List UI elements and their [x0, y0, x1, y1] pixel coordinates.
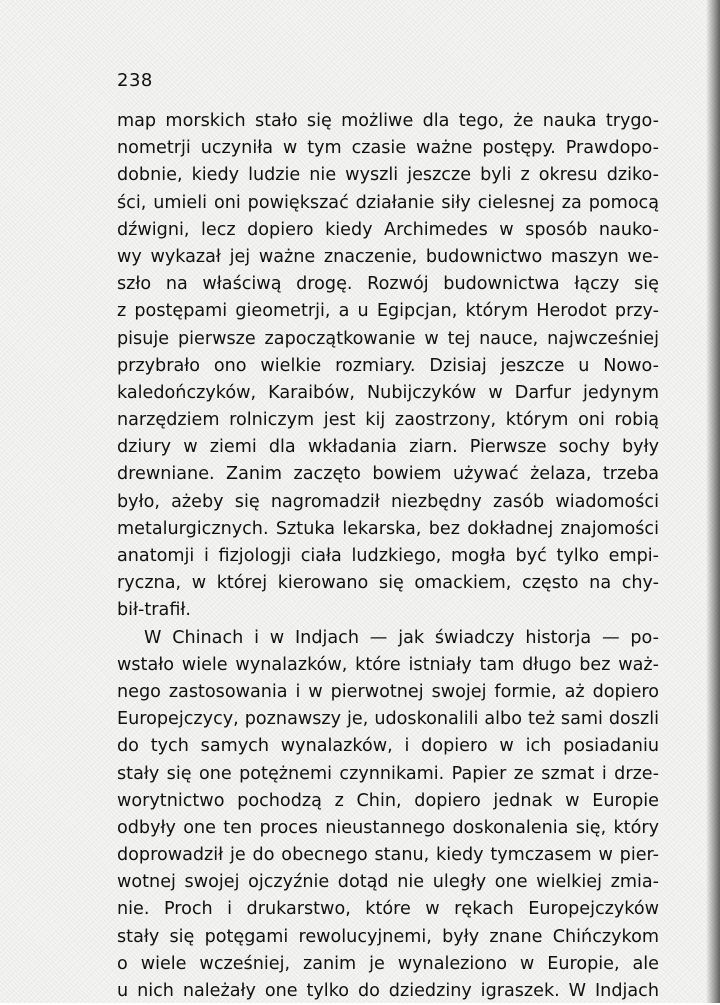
text-line: odbyły one ten proces nieustannego doskonalenia się, który	[117, 817, 659, 838]
text-line: wotnej swojej ojczyźnie dotąd nie uległy one wielkiej zmia-	[117, 872, 659, 893]
text-line: o wiele wcześniej, zanim je wynaleziono w Europie, ale	[117, 953, 659, 974]
text-line: było, ażeby się nagromadził niezbędny zasób wiadomości	[117, 491, 659, 512]
text-line: wy wykazał jej ważne znaczenie, budownictwo maszyn we-	[117, 246, 659, 267]
text-line: pisuje pierwsze zapoczątkowanie w tej nauce, najwcześniej	[117, 328, 659, 349]
text-line: dobnie, kiedy ludzie nie wyszli jeszcze byli z okresu dziko-	[117, 165, 659, 186]
text-line: stały się potęgami rewolucyjnemi, były znane Chińczykom	[117, 926, 659, 947]
page-edge-shadow	[706, 0, 720, 1003]
paragraph-start-line: W Chinach i w Indjach — jak świadczy historja — po-	[144, 627, 659, 648]
text-line: szło na właściwą drogę. Rozwój budownictwa łączy się	[117, 274, 659, 295]
text-line: wstało wiele wynalazków, które istniały tam długo bez waż-	[117, 654, 659, 675]
text-line: drewniane. Zanim zaczęto bowiem używać żelaza, trzeba	[117, 464, 659, 485]
text-line: metalurgicznych. Sztuka lekarska, bez dokładnej znajomości	[117, 518, 659, 539]
text-line: narzędziem rolniczym jest kij zaostrzony, którym oni robią	[117, 410, 659, 431]
text-line: przybrało ono wielkie rozmiary. Dzisiaj jeszcze u Nowo-	[117, 355, 659, 376]
text-line: doprowadził je do obecnego stanu, kiedy tymczasem w pier-	[117, 845, 659, 866]
text-line: stały się one potężnemi czynnikami. Papier ze szmat i drze-	[117, 763, 659, 784]
text-line: ryczna, w której kierowano się omackiem, często na chy-	[117, 573, 659, 594]
body-text	[117, 108, 659, 1005]
text-line: kaledończyków, Karaibów, Nubijczyków w Darfur jedynym	[117, 382, 659, 403]
text-line: nometrji uczyniła w tym czasie ważne postępy. Prawdopo-	[117, 138, 659, 159]
text-line: z postępami gieometrji, a u Egipcjan, którym Herodot przy-	[117, 301, 659, 322]
text-line: u nich należały one tylko do dziedziny igraszek. W Indjach	[117, 981, 659, 1001]
page-number: 238	[117, 70, 153, 91]
text-line: map morskich stało się możliwe dla tego, że nauka trygo-	[117, 111, 659, 131]
text-line: nego zastosowania i w pierwotnej swojej formie, aż dopiero	[117, 681, 659, 702]
text-line: worytnictwo pochodzą z Chin, dopiero jednak w Europie	[117, 790, 659, 811]
text-line: Europejczycy, poznawszy je, udoskonalili albo też sami doszli	[117, 709, 659, 730]
text-line: nie. Proch i drukarstwo, które w rękach Europejczyków	[117, 899, 659, 920]
text-line: do tych samych wynalazków, i dopiero w ich posiadaniu	[117, 736, 659, 757]
paragraph-end-line: bił-trafił.	[117, 600, 191, 621]
text-line: anatomji i fizjologji ciała ludzkiego, mogła być tylko empi-	[117, 546, 659, 566]
text-line: dźwigni, lecz dopiero kiedy Archimedes w sposób nauko-	[117, 219, 659, 240]
text-line: dziury w ziemi dla wkładania ziarn. Pierwsze sochy były	[117, 437, 659, 458]
text-line: ści, umieli oni powiększać działanie siły cielesnej za pomocą	[117, 192, 659, 213]
